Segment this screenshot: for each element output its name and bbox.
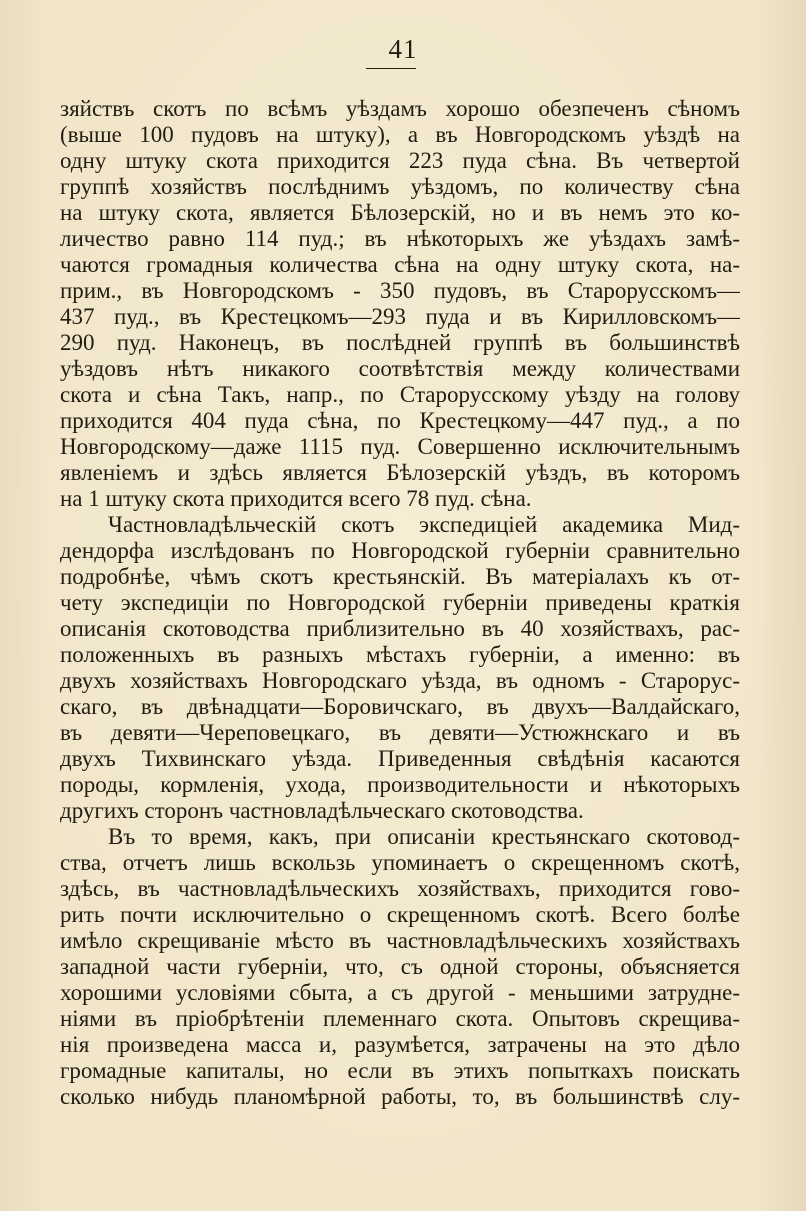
- text-line: подробнѣе, чѣмъ скотъ крестьянскій. Въ матеріалахъ къ от-: [60, 564, 740, 589]
- text-line: положенныхъ въ разныхъ мѣстахъ губерніи, а именно: въ: [60, 642, 740, 667]
- text-line: скота и сѣна Такъ, напр., по Старорусскому уѣзду на голову: [60, 382, 740, 407]
- text-line: Частновладѣльческій скотъ экспедиціей академика Мид-: [108, 512, 740, 537]
- text-line: другихъ сторонъ частновладѣльческаго скотоводства.: [60, 798, 584, 823]
- text-line: нія произведена масса и, разумѣется, затрачены на это дѣло: [60, 1032, 740, 1057]
- text-line: громадные капиталы, но если въ этихъ попыткахъ поискать: [60, 1058, 740, 1083]
- text-line: чету экспедиціи по Новгородской губерніи приведены краткія: [60, 590, 740, 615]
- text-line: 290 пуд. Наконецъ, въ послѣдней группѣ въ большинствѣ: [60, 330, 740, 355]
- text-line: хорошими условіями сбыта, а съ другой - меньшими затрудне-: [60, 980, 740, 1005]
- text-line: дендорфа изслѣдованъ по Новгородской губерніи сравнительно: [60, 538, 740, 563]
- text-line: скаго, въ двѣнадцати—Боровичскаго, въ двухъ—Валдайскаго,: [60, 694, 740, 719]
- text-line: рить почти исключительно о скрещенномъ скотѣ. Всего болѣе: [60, 902, 740, 927]
- body-text: [60, 96, 740, 1110]
- text-line: прим., въ Новгородскомъ - 350 пудовъ, въ Старорусскомъ—: [60, 278, 740, 303]
- text-line: 437 пуд., въ Крестецкомъ—293 пуда и въ Кирилловскомъ—: [60, 304, 740, 329]
- text-line: на 1 штуку скота приходится всего 78 пуд. сѣна.: [60, 486, 532, 511]
- paragraph-1: [60, 96, 740, 512]
- text-line: (выше 100 пудовъ на штуку), а въ Новгородскомъ уѣздѣ на: [60, 122, 740, 147]
- text-line: приходится 404 пуда сѣна, по Крестецкому—447 пуд., а по: [60, 408, 740, 433]
- page-number: 41: [388, 34, 418, 64]
- text-line: одну штуку скота приходится 223 пуда сѣна. Въ четвертой: [60, 148, 740, 173]
- text-line: личество равно 114 пуд.; въ нѣкоторыхъ же уѣздахъ замѣ-: [60, 226, 740, 251]
- text-line: двухъ хозяйствахъ Новгородскаго уѣзда, въ одномъ - Старорус-: [60, 668, 740, 693]
- paragraph-3: [60, 824, 740, 1110]
- text-line: описанія скотоводства приблизительно въ 40 хозяйствахъ, рас-: [60, 616, 740, 641]
- paragraph-2: [60, 512, 740, 824]
- text-line: Новгородскому—даже 1115 пуд. Совершенно исключительнымъ: [60, 434, 740, 459]
- text-line: породы, кормленія, ухода, производительности и нѣкоторыхъ: [60, 772, 740, 797]
- text-line: сколько нибудь планомѣрной работы, то, въ большинствѣ слу-: [60, 1084, 740, 1109]
- text-line: въ девяти—Череповецкаго, въ девяти—Устюжнскаго и въ: [60, 720, 740, 745]
- text-line: группѣ хозяйствъ послѣднимъ уѣздомъ, по количеству сѣна: [60, 174, 740, 199]
- text-line: явленіемъ и здѣсь является Бѣлозерскій уѣздъ, въ которомъ: [60, 460, 740, 485]
- text-line: двухъ Тихвинскаго уѣзда. Приведенныя свѣдѣнія касаются: [60, 746, 740, 771]
- text-line: имѣло скрещиваніе мѣсто въ частновладѣльческихъ хозяйствахъ: [60, 928, 740, 953]
- text-line: здѣсь, въ частновладѣльческихъ хозяйствахъ, приходится гово-: [60, 876, 740, 901]
- text-line: Въ то время, какъ, при описаніи крестьянскаго скотовод-: [108, 824, 740, 849]
- text-line: ніями въ пріобрѣтеніи племеннаго скота. Опытовъ скрещива-: [60, 1006, 740, 1031]
- text-line: зяйствъ скотъ по всѣмъ уѣздамъ хорошо обезпеченъ сѣномъ: [60, 96, 740, 121]
- header-rule: [366, 68, 416, 69]
- text-line: западной части губерніи, что, съ одной стороны, объясняется: [60, 954, 740, 979]
- text-line: ства, отчетъ лишь вскользь упоминаетъ о скрещенномъ скотѣ,: [60, 850, 740, 875]
- text-line: уѣздовъ нѣтъ никакого соотвѣтствія между количествами: [60, 356, 740, 381]
- text-line: на штуку скота, является Бѣлозерскій, но и въ немъ это ко-: [60, 200, 740, 225]
- text-line: чаются громадныя количества сѣна на одну штуку скота, на-: [60, 252, 740, 277]
